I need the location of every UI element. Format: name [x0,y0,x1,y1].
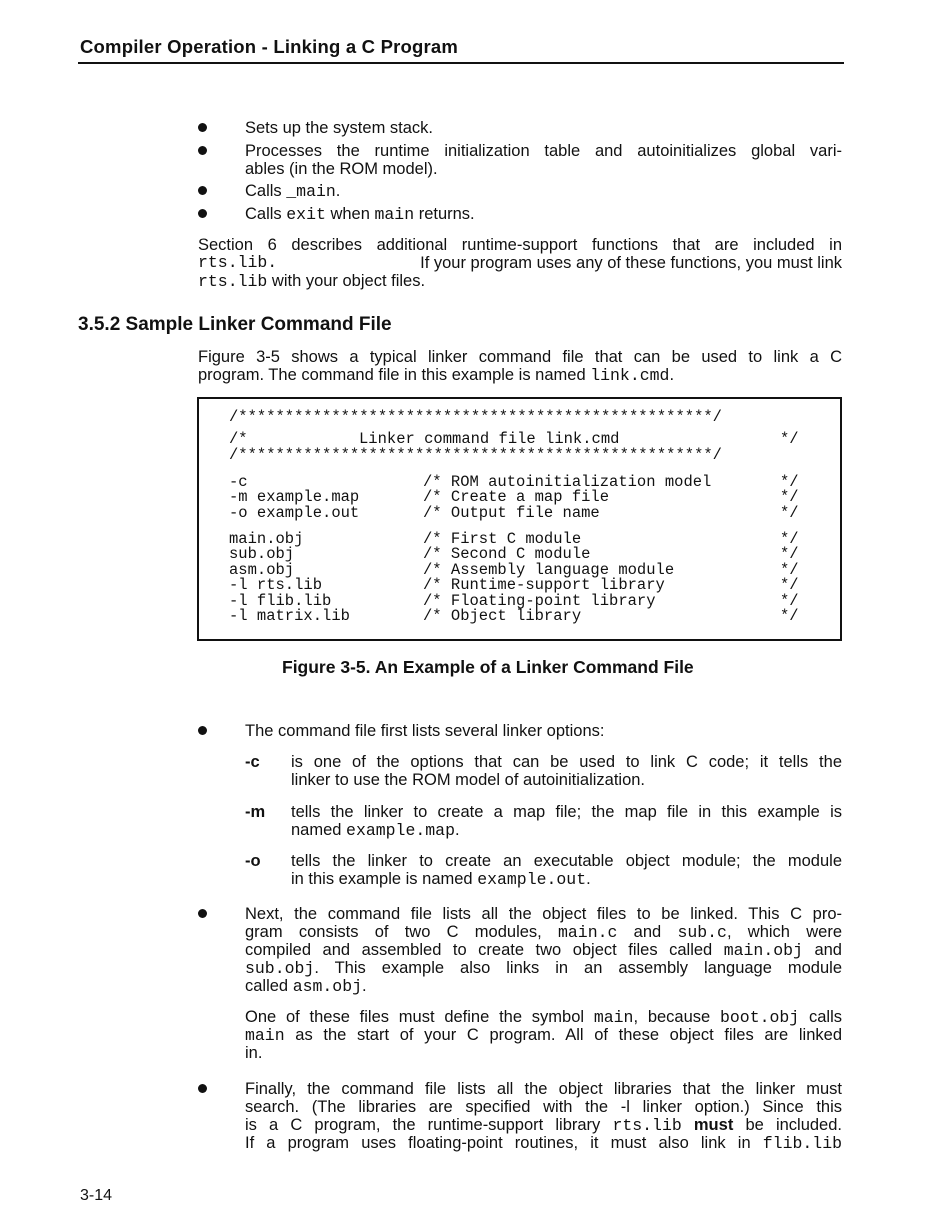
bullet-icon [198,726,207,735]
code-cmd: -l rts.lib [229,576,323,594]
code-cmd: -c [229,473,248,491]
code-cmd: -m example.map [229,488,360,506]
code-comment: /* Object library [423,607,582,625]
option-flag: -c [245,753,260,771]
bullet-text: ables (in the ROM model). [245,160,438,178]
code-cmd: asm.obj [229,561,295,579]
code-comment: /* Output file name [423,504,600,522]
code-comment-end: */ [780,576,799,594]
bullet-icon [198,209,207,218]
bullet-text: Calls exit when main returns. [245,205,475,224]
option-description: is one of the options that can be used to link C code; it tells the [291,753,842,771]
bullet-icon [198,123,207,132]
code-comment: /* Runtime-support library [423,576,665,594]
option-description: tells the linker to create an executable object module; the module [291,852,842,870]
code-stars-line: /***************************************************/ [229,446,722,464]
page-number: 3-14 [80,1187,113,1204]
code-comment: /* First C module [423,530,582,548]
code-cmd: -o example.out [229,504,360,522]
code-comment-end: */ [780,473,799,491]
bullet-text: Calls _main. [245,182,341,201]
bullet-icon [198,909,207,918]
option-description: linker to use the ROM model of autoinitialization. [291,771,646,789]
option-description: tells the linker to create a map file; the map file in this example is [291,803,842,821]
bullet-text: Sets up the system stack. [245,119,433,137]
code-comment: /* Assembly language module [423,561,675,579]
code-comment-end: */ [780,530,799,548]
figure-caption: Figure 3-5. An Example of a Linker Command File [282,657,694,677]
option-description: in this example is named example.out. [291,870,591,889]
bullet-text: The command file first lists several linker options: [245,722,605,740]
option-description: named example.map. [291,821,460,840]
code-comment-end: */ [780,545,799,563]
code-comment: /* Second C module [423,545,591,563]
page-header-title: Compiler Operation - Linking a C Program [80,36,459,57]
code-comment: /* Floating-point library [423,592,656,610]
code-cmd: -l flib.lib [229,592,332,610]
code-banner-close: */ [780,430,799,448]
code-cmd: main.obj [229,530,304,548]
code-comment-end: */ [780,561,799,579]
code-banner-title: Linker command file link.cmd [359,430,620,448]
code-comment: /* Create a map file [423,488,610,506]
code-cmd: sub.obj [229,545,295,563]
code-banner-open: /* [229,430,248,448]
bullet-icon [198,146,207,155]
code-comment-end: */ [780,504,799,522]
section-heading: 3.5.2 Sample Linker Command File [78,314,392,335]
code-comment-end: */ [780,592,799,610]
header-rule [78,62,844,64]
code-comment-end: */ [780,607,799,625]
option-flag: -m [245,803,266,821]
bullet-icon [198,1084,207,1093]
option-flag: -o [245,852,261,870]
bullet-icon [198,186,207,195]
code-comment-end: */ [780,488,799,506]
code-stars-line: /***************************************************/ [229,408,722,426]
code-comment: /* ROM autoinitialization model [423,473,712,491]
bullet-text: Processes the runtime initialization table and autoinitializes global vari- [245,142,842,160]
code-cmd: -l matrix.lib [229,607,350,625]
